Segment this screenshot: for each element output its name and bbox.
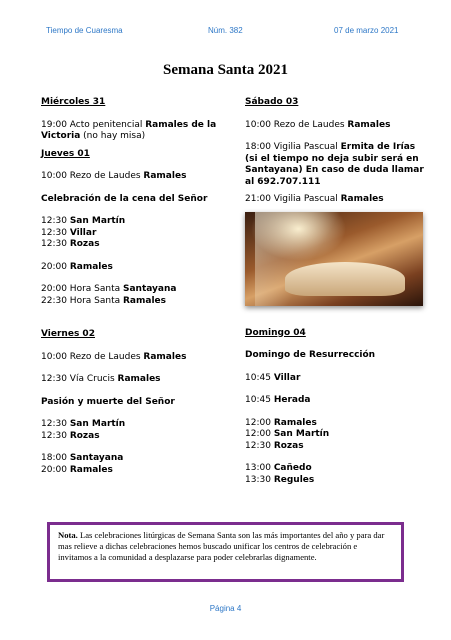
header-issue: Núm. 382	[208, 26, 243, 35]
section-heading-resurreccion: Domingo de Resurrección	[245, 350, 376, 360]
schedule-entry: 21:00 Vigilia Pascual Ramales	[245, 194, 384, 204]
schedule-entry: 18:00 Santayana	[41, 453, 124, 463]
note-label: Nota.	[58, 530, 78, 540]
schedule-entry: 10:45 Herada	[245, 395, 311, 405]
right-column	[245, 97, 427, 486]
left-column	[41, 97, 226, 476]
schedule-entry: 10:00 Rezo de Laudes Ramales	[245, 119, 391, 130]
schedule-entry: 13:00 Cañedo	[245, 463, 312, 473]
day-heading-domingo: Domingo 04	[245, 327, 306, 338]
schedule-entry: 20:00 Ramales	[41, 464, 113, 475]
schedule-entry: 12:30 Rozas	[245, 440, 304, 451]
note-box	[47, 522, 404, 582]
section-heading-cena: Celebración de la cena del Señor	[41, 193, 208, 204]
schedule-entry: 20:00 Hora Santa Santayana	[41, 284, 177, 294]
section-heading-pasion: Pasión y muerte del Señor	[41, 396, 175, 407]
header-left: Tiempo de Cuaresma	[46, 26, 123, 35]
day-heading-viernes: Viernes 02	[41, 329, 95, 339]
schedule-entry: 12:30 Vía Crucis Ramales	[41, 374, 161, 384]
tomb-photo	[245, 212, 423, 306]
schedule-entry: 12:30 Rozas	[41, 239, 100, 249]
schedule-entry: 19:00 Acto penitencial Ramales de la Victoria (no hay misa)	[41, 119, 217, 141]
schedule-entry: 12:30 San Martín	[41, 216, 126, 226]
page-number: Página 4	[209, 604, 242, 613]
schedule-entry: 10:45 Villar	[245, 372, 301, 383]
schedule-entry: 12:30 Villar	[41, 227, 97, 238]
schedule-entry: 12:30 San Martín	[41, 419, 126, 429]
schedule-entry: 18:00 Vigilia Pascual Ermita de Irías (si el tiempo no deja subir será en Santayana) En caso de duda llamar al 692.707.111	[245, 142, 424, 187]
schedule-entry: 20:00 Ramales	[41, 261, 113, 272]
note-text: Las celebraciones litúrgicas de Semana Santa son las más importantes del año y para dar mas relieve a dichas celebraciones hemos buscado unificar los centros de celebración e invitamos a la comunidad a desplazarse para poder celebrarlas dignamente.	[58, 530, 385, 562]
day-heading-miercoles: Miércoles 31	[41, 97, 106, 107]
schedule-entry: 12:00 San Martín	[245, 429, 330, 439]
burial-cloth	[285, 262, 405, 296]
schedule-entry: 12:30 Rozas	[41, 430, 100, 441]
schedule-entry: 10:00 Rezo de Laudes Ramales	[41, 171, 187, 181]
schedule-entry: 10:00 Rezo de Laudes Ramales	[41, 351, 187, 362]
page-title: Semana Santa 2021	[162, 62, 289, 78]
day-heading-sabado: Sábado 03	[245, 97, 299, 107]
schedule-entry: 13:30 Regules	[245, 474, 315, 485]
schedule-entry: 12:00 Ramales	[245, 417, 317, 428]
header-date: 07 de marzo 2021	[334, 26, 399, 35]
schedule-entry: 22:30 Hora Santa Ramales	[41, 295, 166, 306]
day-heading-jueves: Jueves 01	[41, 148, 90, 159]
